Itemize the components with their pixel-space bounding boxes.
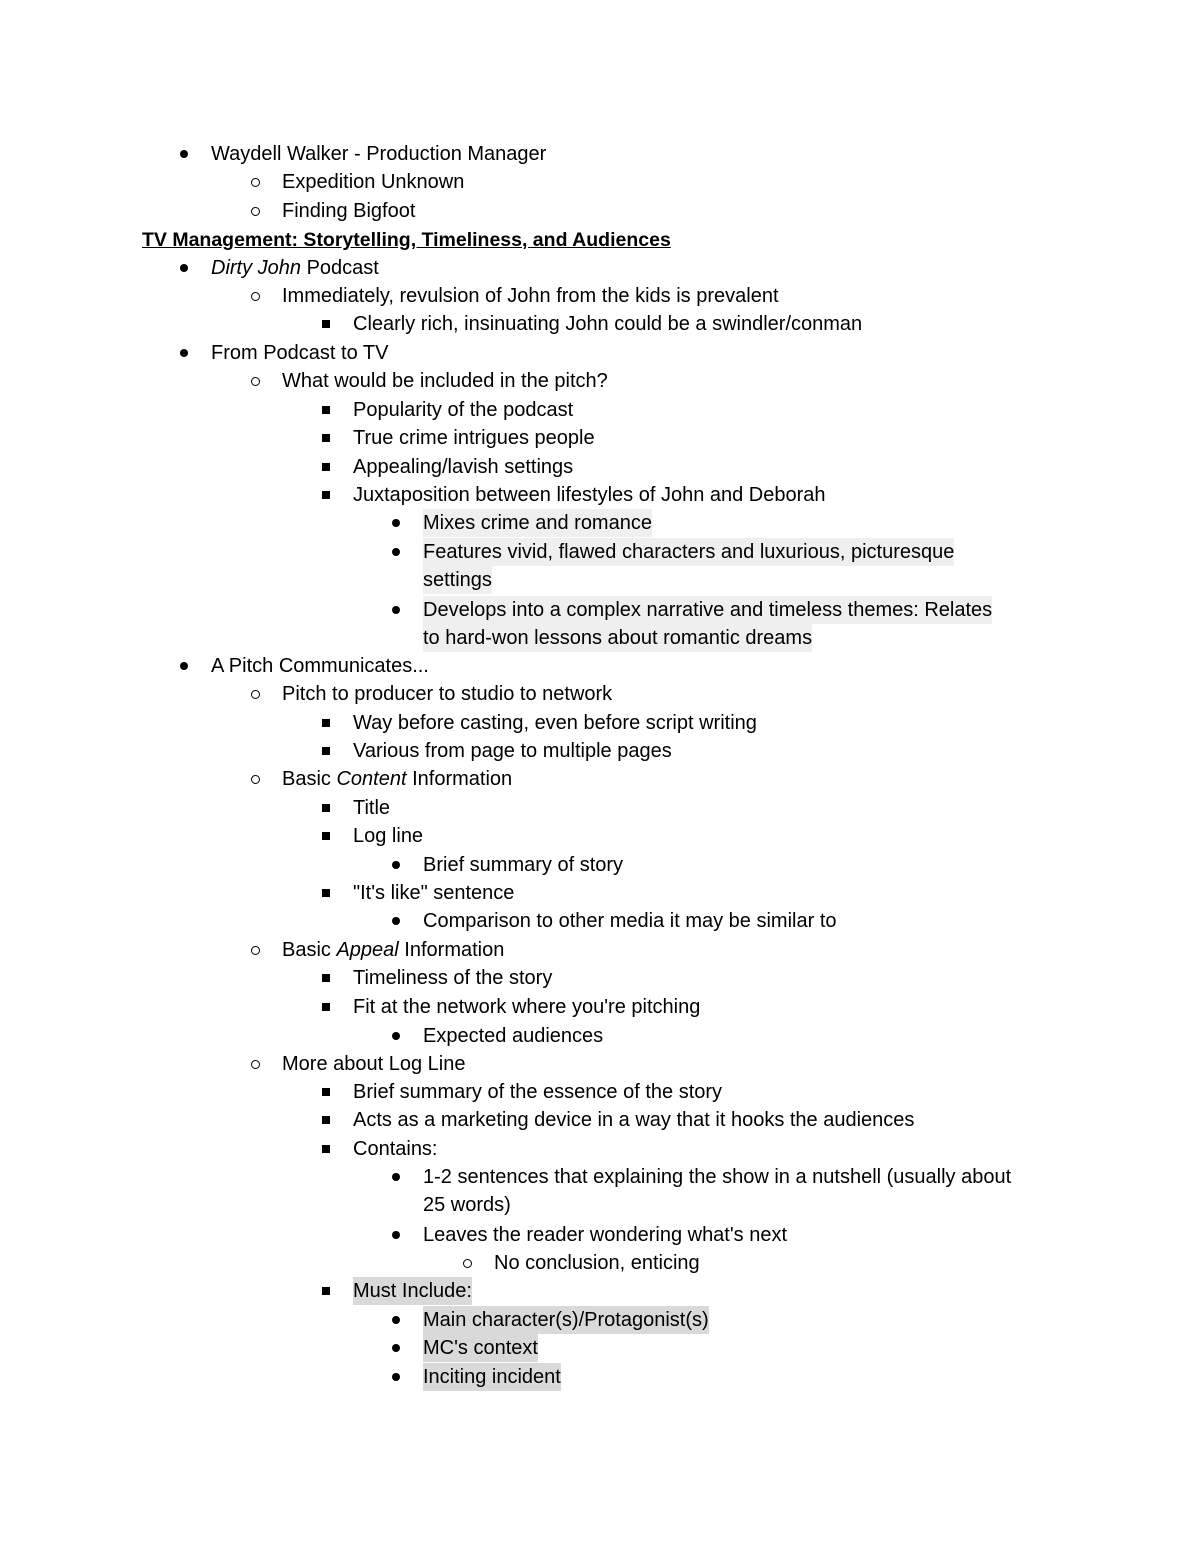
list-item-text: 1-2 sentences that explaining the show in a nutshell (usually about <box>423 1166 1012 1188</box>
bullet-square-icon <box>318 396 334 424</box>
list-item <box>318 794 390 822</box>
list-item-text: MC's context <box>423 1334 538 1362</box>
list-item <box>318 709 757 737</box>
bullet-square-icon <box>318 964 334 992</box>
list-item <box>318 993 700 1021</box>
list-item <box>318 879 514 907</box>
list-item-text: From Podcast to TV <box>211 342 389 364</box>
bullet-dot-icon <box>388 538 404 566</box>
list-item-text <box>282 936 504 964</box>
list-item-text: What would be included in the pitch? <box>282 370 608 392</box>
text-run: Basic <box>282 939 337 961</box>
list-item-text: A Pitch Communicates... <box>211 655 429 677</box>
list-item <box>318 424 595 452</box>
list-item-text <box>211 254 379 282</box>
text-run: Podcast <box>301 257 379 279</box>
list-item-text: Must Include: <box>353 1277 472 1305</box>
bullet-square-icon <box>318 1078 334 1106</box>
bullet-dot-icon <box>176 254 192 282</box>
bullet-ring-icon <box>247 1050 263 1078</box>
italic-title: Dirty John <box>211 257 302 279</box>
list-item-text: Timeliness of the story <box>353 967 553 989</box>
list-item-text: Clearly rich, insinuating John could be a swindler/conman <box>353 313 863 335</box>
bullet-dot-icon <box>388 1334 404 1362</box>
bullet-square-icon <box>318 481 334 509</box>
list-item <box>318 822 423 850</box>
bullet-square-icon <box>318 424 334 452</box>
list-item <box>247 936 504 964</box>
list-item <box>388 509 652 537</box>
list-item <box>318 737 672 765</box>
list-item <box>247 680 612 708</box>
bullet-ring-icon <box>247 765 263 793</box>
bullet-square-icon <box>318 310 334 338</box>
list-item-text: Juxtaposition between lifestyles of John and Deborah <box>353 484 826 506</box>
list-item <box>318 481 826 509</box>
list-item-text <box>282 765 512 793</box>
bullet-ring-icon <box>247 282 263 310</box>
bullet-ring-icon <box>247 367 263 395</box>
list-item-text: Title <box>353 797 391 819</box>
list-item-text: Acts as a marketing device in a way that it hooks the audiences <box>353 1109 915 1131</box>
list-item <box>388 1306 709 1334</box>
list-item <box>247 282 779 310</box>
text-run: Basic <box>282 768 337 790</box>
list-item-text: No conclusion, enticing <box>494 1252 700 1274</box>
bullet-dot-icon <box>388 509 404 537</box>
list-item <box>388 851 623 879</box>
bullet-dot-icon <box>388 1022 404 1050</box>
bullet-square-icon <box>318 794 334 822</box>
list-item-continuation <box>423 1191 511 1219</box>
list-item-text: Waydell Walker - Production Manager <box>211 143 547 165</box>
bullet-dot-icon <box>388 907 404 935</box>
bullet-dot-icon <box>176 140 192 168</box>
list-item-text: Comparison to other media it may be similar to <box>423 910 837 932</box>
list-item <box>388 538 954 566</box>
bullet-square-icon <box>318 879 334 907</box>
list-item-text: True crime intrigues people <box>353 427 595 449</box>
list-item <box>388 1334 538 1362</box>
list-item-text: Contains: <box>353 1138 438 1160</box>
italic-text: Content <box>336 768 407 790</box>
list-item-text: Various from page to multiple pages <box>353 740 672 762</box>
bullet-ring-icon <box>247 936 263 964</box>
list-item <box>459 1249 700 1277</box>
list-item-text: Develops into a complex narrative and timeless themes: Relates <box>423 596 992 624</box>
bullet-dot-icon <box>176 652 192 680</box>
list-item-text: Brief summary of the essence of the story <box>353 1081 723 1103</box>
list-item <box>318 453 573 481</box>
list-item <box>176 140 546 168</box>
bullet-square-icon <box>318 453 334 481</box>
list-item-text: Fit at the network where you're pitching <box>353 996 701 1018</box>
text-run: Information <box>398 939 505 961</box>
bullet-square-icon <box>318 709 334 737</box>
list-item-continuation <box>423 624 812 652</box>
bullet-dot-icon <box>176 339 192 367</box>
list-item-text: Pitch to producer to studio to network <box>282 683 613 705</box>
bullet-dot-icon <box>388 596 404 624</box>
bullet-dot-icon <box>388 851 404 879</box>
list-item-text: 25 words) <box>423 1194 511 1216</box>
list-item-text: Brief summary of story <box>423 854 624 876</box>
list-item-continuation <box>423 566 492 594</box>
list-item <box>247 367 608 395</box>
section-heading: TV Management: Storytelling, Timeliness, and Audiences <box>142 229 671 251</box>
list-item-text: Log line <box>353 825 424 847</box>
list-item <box>388 1163 1011 1191</box>
list-item <box>318 964 552 992</box>
list-item-text: settings <box>423 566 492 594</box>
list-item-text: Way before casting, even before script writing <box>353 712 757 734</box>
bullet-square-icon <box>318 993 334 1021</box>
list-item <box>318 396 573 424</box>
list-item-text: Mixes crime and romance <box>423 509 652 537</box>
list-item <box>318 1078 722 1106</box>
bullet-dot-icon <box>388 1363 404 1391</box>
bullet-ring-icon <box>459 1249 475 1277</box>
bullet-ring-icon <box>247 168 263 196</box>
list-item <box>318 310 862 338</box>
bullet-square-icon <box>318 737 334 765</box>
list-item <box>388 1363 561 1391</box>
list-item-text: Appealing/lavish settings <box>353 456 574 478</box>
list-item-text: Inciting incident <box>423 1363 561 1391</box>
list-item-text: Features vivid, flawed characters and luxurious, picturesque <box>423 538 954 566</box>
list-item <box>318 1277 472 1305</box>
list-item <box>318 1106 914 1134</box>
italic-text: Appeal <box>336 939 399 961</box>
list-item <box>176 652 429 680</box>
list-item <box>176 254 379 282</box>
list-item <box>388 1022 603 1050</box>
list-item <box>247 197 415 225</box>
bullet-square-icon <box>318 1135 334 1163</box>
list-item <box>318 1135 438 1163</box>
list-item <box>176 339 388 367</box>
list-item-text: More about Log Line <box>282 1053 466 1075</box>
list-item <box>388 1221 787 1249</box>
bullet-dot-icon <box>388 1163 404 1191</box>
list-item <box>388 596 992 624</box>
bullet-ring-icon <box>247 680 263 708</box>
list-item-text: Popularity of the podcast <box>353 399 574 421</box>
bullet-dot-icon <box>388 1221 404 1249</box>
list-item <box>247 765 512 793</box>
bullet-square-icon <box>318 822 334 850</box>
list-item <box>247 168 464 196</box>
bullet-dot-icon <box>388 1306 404 1334</box>
list-item-text: Leaves the reader wondering what's next <box>423 1224 788 1246</box>
bullet-square-icon <box>318 1277 334 1305</box>
list-item-text: to hard-won lessons about romantic dreams <box>423 624 812 652</box>
bullet-square-icon <box>318 1106 334 1134</box>
list-item-text: Main character(s)/Protagonist(s) <box>423 1306 709 1334</box>
list-item-text: Finding Bigfoot <box>282 200 416 222</box>
text-run: Information <box>406 768 513 790</box>
bullet-ring-icon <box>247 197 263 225</box>
list-item <box>388 907 837 935</box>
list-item-text: Expedition Unknown <box>282 171 465 193</box>
list-item-text: "It's like" sentence <box>353 882 515 904</box>
list-item <box>247 1050 465 1078</box>
list-item-text: Immediately, revulsion of John from the kids is prevalent <box>282 285 779 307</box>
list-item-text: Expected audiences <box>423 1025 604 1047</box>
